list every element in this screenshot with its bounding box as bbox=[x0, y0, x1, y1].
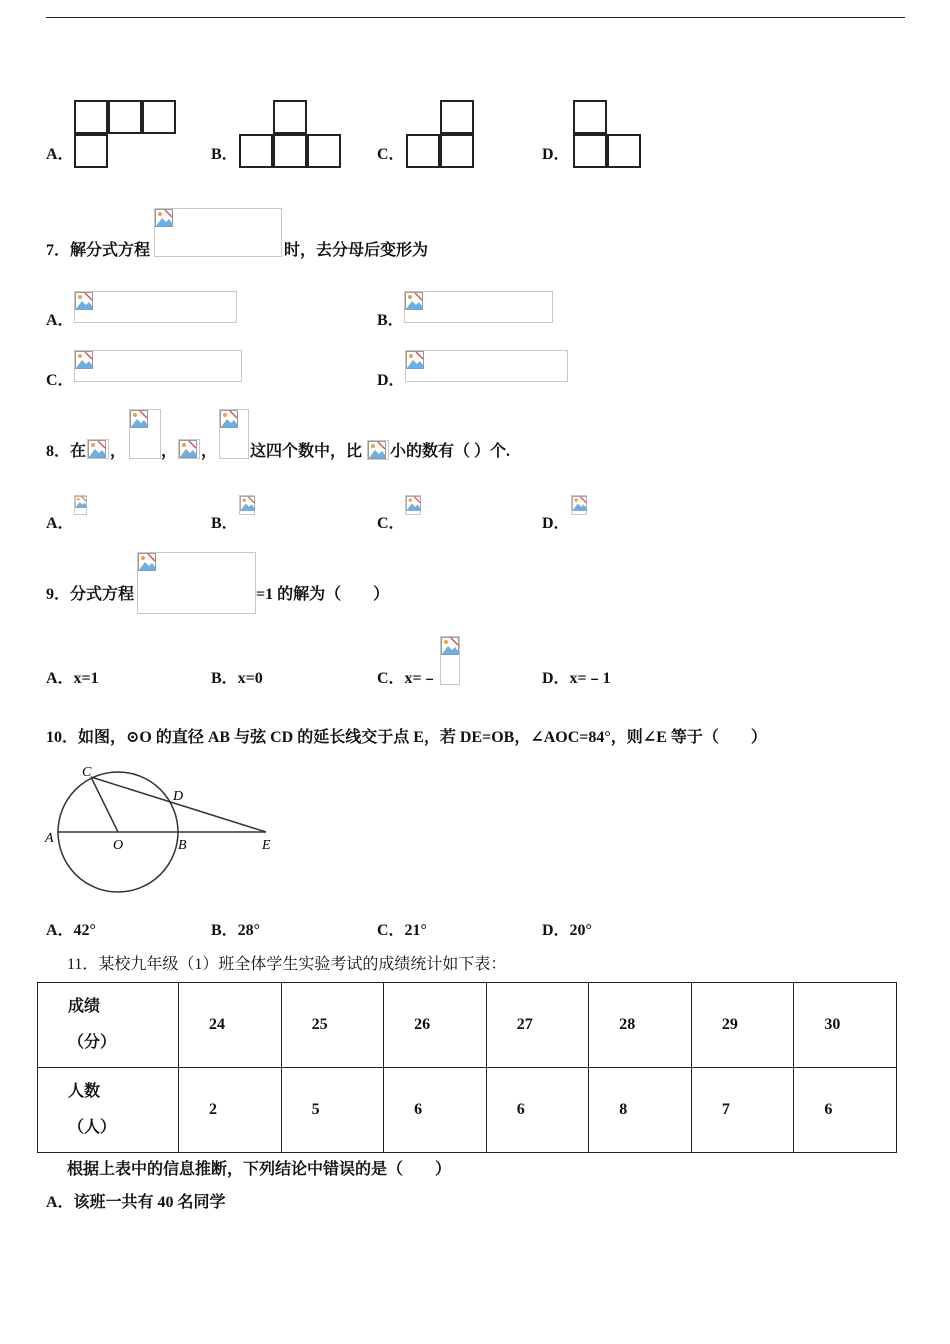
table-head-count: 人数 （人） bbox=[38, 1068, 179, 1153]
table-cell: 30 bbox=[794, 983, 897, 1068]
q9-option-b: B．x=0 bbox=[211, 670, 263, 687]
table-cell: 6 bbox=[794, 1068, 897, 1153]
q7-option-b-image bbox=[404, 291, 553, 323]
q7-stem-prefix: 7．解分式方程 bbox=[46, 242, 151, 259]
q9-option-a: A．x=1 bbox=[46, 670, 99, 687]
q8-option-c-image bbox=[405, 495, 421, 515]
q6-option-a-letter: A． bbox=[46, 146, 74, 163]
broken-image-icon bbox=[406, 496, 421, 511]
q8-option-d-image bbox=[571, 495, 587, 515]
q7-option-c-image bbox=[74, 350, 242, 382]
header-rule bbox=[46, 17, 905, 18]
q11-option-a: A．该班一共有 40 名同学 bbox=[46, 1194, 226, 1211]
q8-comma-1: ， bbox=[110, 443, 127, 460]
q9-option-c-image bbox=[440, 636, 460, 685]
line-oc bbox=[91, 777, 118, 832]
label-a: A bbox=[45, 831, 54, 846]
q8-number-2-image bbox=[129, 409, 161, 459]
q9-option-c: C．x=﹣ bbox=[377, 670, 438, 687]
label-c: C bbox=[82, 765, 92, 780]
q11-question: 根据上表中的信息推断，下列结论中错误的是（ ） bbox=[67, 1161, 452, 1178]
q8-stem-suffix: 小的数有（ ）个. bbox=[390, 443, 511, 460]
q8-compare-image bbox=[367, 440, 389, 460]
label-o: O bbox=[113, 838, 124, 853]
broken-image-icon bbox=[75, 292, 93, 310]
broken-image-icon bbox=[179, 440, 197, 458]
broken-image-icon bbox=[75, 496, 87, 508]
broken-image-icon bbox=[130, 410, 148, 428]
q8-stem-prefix: 8．在 bbox=[46, 443, 87, 460]
table-cell: 6 bbox=[486, 1068, 589, 1153]
broken-image-icon bbox=[240, 496, 255, 511]
q7-equation-image bbox=[154, 208, 282, 257]
q7-stem-suffix: 时，去分母后变形为 bbox=[284, 242, 429, 259]
q11-stem: 11．某校九年级（1）班全体学生实验考试的成绩统计如下表： bbox=[67, 956, 507, 973]
q6-option-d-letter: D． bbox=[542, 146, 570, 163]
q8-option-c-letter: C． bbox=[377, 515, 405, 532]
q8-option-b-image bbox=[239, 495, 255, 515]
q8-stem-middle: 这四个数中，比 bbox=[250, 443, 363, 460]
q6-option-b-letter: B． bbox=[211, 146, 238, 163]
table-cell: 24 bbox=[179, 983, 282, 1068]
q8-comma-3: ， bbox=[201, 443, 218, 460]
table-cell: 2 bbox=[179, 1068, 282, 1153]
table-row bbox=[38, 983, 897, 1068]
q10-option-a: A．42° bbox=[46, 922, 96, 939]
label-b: B bbox=[178, 838, 187, 853]
table-cell: 5 bbox=[281, 1068, 384, 1153]
table-row bbox=[38, 1068, 897, 1153]
line-ce bbox=[91, 777, 266, 832]
table-cell: 26 bbox=[384, 983, 487, 1068]
broken-image-icon bbox=[220, 410, 238, 428]
q9-equation-image bbox=[137, 552, 256, 614]
q7-option-d-letter: D． bbox=[377, 372, 405, 389]
table-head-score: 成绩 （分） bbox=[38, 983, 179, 1068]
broken-image-icon bbox=[572, 496, 587, 511]
broken-image-icon bbox=[441, 637, 459, 655]
broken-image-icon bbox=[138, 553, 156, 571]
q10-option-d: D．20° bbox=[542, 922, 592, 939]
broken-image-icon bbox=[75, 351, 93, 369]
q10-circle-figure bbox=[40, 760, 290, 900]
q9-stem-prefix: 9．分式方程 bbox=[46, 586, 135, 603]
q10-option-c: C．21° bbox=[377, 922, 427, 939]
q7-option-b-letter: B． bbox=[377, 312, 404, 329]
q8-option-b-letter: B． bbox=[211, 515, 238, 532]
broken-image-icon bbox=[368, 441, 386, 459]
q8-number-3-image bbox=[178, 439, 200, 459]
table-cell: 7 bbox=[691, 1068, 794, 1153]
broken-image-icon bbox=[405, 292, 423, 310]
table-cell: 29 bbox=[691, 983, 794, 1068]
q8-option-a-letter: A． bbox=[46, 515, 74, 532]
q7-option-d-image bbox=[405, 350, 568, 382]
q8-option-a-image bbox=[74, 495, 87, 515]
q8-number-1-image bbox=[87, 439, 109, 459]
q7-option-a-image bbox=[74, 291, 237, 323]
q10-stem: 10．如图，⊙O 的直径 AB 与弦 CD 的延长线交于点 E，若 DE=OB，∠AOC=84°，则∠E 等于（ ） bbox=[46, 729, 767, 746]
q8-comma-2: ， bbox=[161, 443, 178, 460]
broken-image-icon bbox=[88, 440, 106, 458]
q6-option-c-letter: C． bbox=[377, 146, 405, 163]
q8-option-d-letter: D． bbox=[542, 515, 570, 532]
table-cell: 8 bbox=[589, 1068, 692, 1153]
label-d: D bbox=[173, 789, 184, 804]
q11-score-table bbox=[37, 982, 897, 1153]
q7-option-c-letter: C． bbox=[46, 372, 74, 389]
table-cell: 25 bbox=[281, 983, 384, 1068]
table-cell: 27 bbox=[486, 983, 589, 1068]
table-cell: 28 bbox=[589, 983, 692, 1068]
label-e: E bbox=[262, 838, 271, 853]
broken-image-icon bbox=[155, 209, 173, 227]
q9-stem-suffix: =1 的解为（ ） bbox=[256, 586, 390, 603]
q7-option-a-letter: A． bbox=[46, 312, 74, 329]
q10-option-b: B．28° bbox=[211, 922, 261, 939]
broken-image-icon bbox=[406, 351, 424, 369]
table-cell: 6 bbox=[384, 1068, 487, 1153]
q9-option-d: D．x=﹣1 bbox=[542, 670, 611, 687]
q8-number-4-image bbox=[219, 409, 249, 459]
